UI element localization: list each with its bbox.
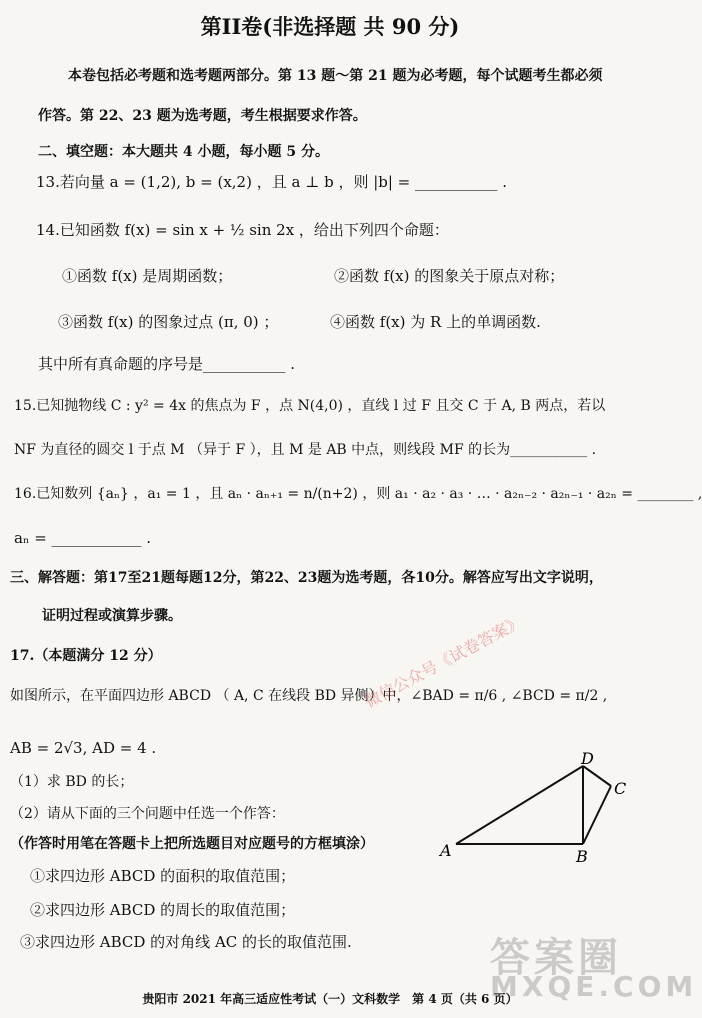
question-17-header: 17.（本题满分 12 分） — [10, 648, 162, 664]
question-15-line-1: 15.已知抛物线 C : y² = 4x 的焦点为 F ，点 N(4,0) ，直线 l 过 F 且交 C 于 A, B 两点，若以 — [14, 398, 606, 414]
intro-line-1: 本卷包括必考题和选考题两部分。第 13 题～第 21 题为必考题，每个试题考生都必须 — [68, 68, 603, 84]
question-13: 13.若向量 a = (1,2), b = (x,2) ，且 a ⊥ b ，则 |b| = ___________ . — [36, 173, 508, 191]
watermark-text: 微信公众号《试卷答案》 — [361, 612, 526, 712]
question-14-option-2: ②函数 f(x) 的图象关于原点对称； — [334, 267, 565, 285]
vertex-label-a: A — [440, 841, 452, 860]
question-16-line-2: aₙ = ____________ . — [14, 529, 152, 547]
segment-cb — [583, 786, 611, 844]
question-17-choice-2: ②求四边形 ABCD 的周长的取值范围； — [30, 901, 296, 919]
question-14-option-4: ④函数 f(x) 为 R 上的单调函数. — [330, 313, 541, 331]
question-17-line-1: 如图所示，在平面四边形 ABCD （ A, C 在线段 BD 异侧）中，∠BAD = π/6 , ∠BCD = π/2 , — [10, 688, 608, 704]
question-16-line-1: 16.已知数列 {aₙ} ，a₁ = 1 ，且 aₙ · aₙ₊₁ = n/(n+2) ，则 a₁ · a₂ · a₃ · … · a₂ₙ₋₂ · a₂ₙ₋₁ · a₂ₙ = ________ , — [14, 486, 702, 502]
watermark-logo-sub: MXQE.COM — [490, 970, 698, 1003]
vertex-label-b: B — [576, 847, 588, 866]
question-17-choice-3: ③求四边形 ABCD 的对角线 AC 的长的取值范围. — [20, 933, 352, 951]
vertex-label-c: C — [614, 779, 627, 798]
answer-section-line-2: 证明过程或演算步骤。 — [42, 608, 182, 624]
question-17-note: （作答时用笔在答题卡上把所选题目对应题号的方框填涂） — [10, 836, 374, 852]
segment-dc — [583, 766, 611, 786]
question-14-stem: 14.已知函数 f(x) = sin x + ½ sin 2x ，给出下列四个命题： — [36, 221, 449, 239]
question-14-ask: 其中所有真命题的序号是___________ . — [38, 355, 296, 373]
question-17-part-1: （1）求 BD 的长； — [10, 774, 134, 790]
watermark-logo: 答案圈 — [490, 934, 622, 981]
question-17-choice-1: ①求四边形 ABCD 的面积的取值范围； — [30, 867, 296, 885]
vertex-label-d: D — [581, 749, 594, 768]
question-15-line-2: NF 为直径的圆交 l 于点 M （异于 F ），且 M 是 AB 中点，则线段 MF 的长为___________ . — [14, 442, 597, 458]
fill-in-heading: 二、填空题：本大题共 4 小题，每小题 5 分。 — [38, 144, 329, 160]
question-14-option-3: ③函数 f(x) 的图象过点 (π, 0) ； — [58, 313, 279, 331]
page-footer: 贵阳市 2021 年高三适应性考试（一）文科数学 第 4 页（共 6 页） — [142, 992, 518, 1006]
intro-line-2: 作答。第 22、23 题为选考题，考生根据要求作答。 — [38, 108, 367, 124]
section-title: 第II卷(非选择题 共 90 分) — [200, 14, 460, 39]
question-17-line-2: AB = 2√3, AD = 4 . — [10, 739, 157, 757]
segment-ad — [456, 766, 583, 844]
question-17-part-2: （2）请从下面的三个问题中任选一个作答： — [10, 806, 285, 822]
answer-section-line-1: 三、解答题：第17至21题每题12分，第22、23题为选考题，各10分。解答应写出文字说明， — [10, 570, 603, 586]
question-14-option-1: ①函数 f(x) 是周期函数； — [62, 267, 233, 285]
